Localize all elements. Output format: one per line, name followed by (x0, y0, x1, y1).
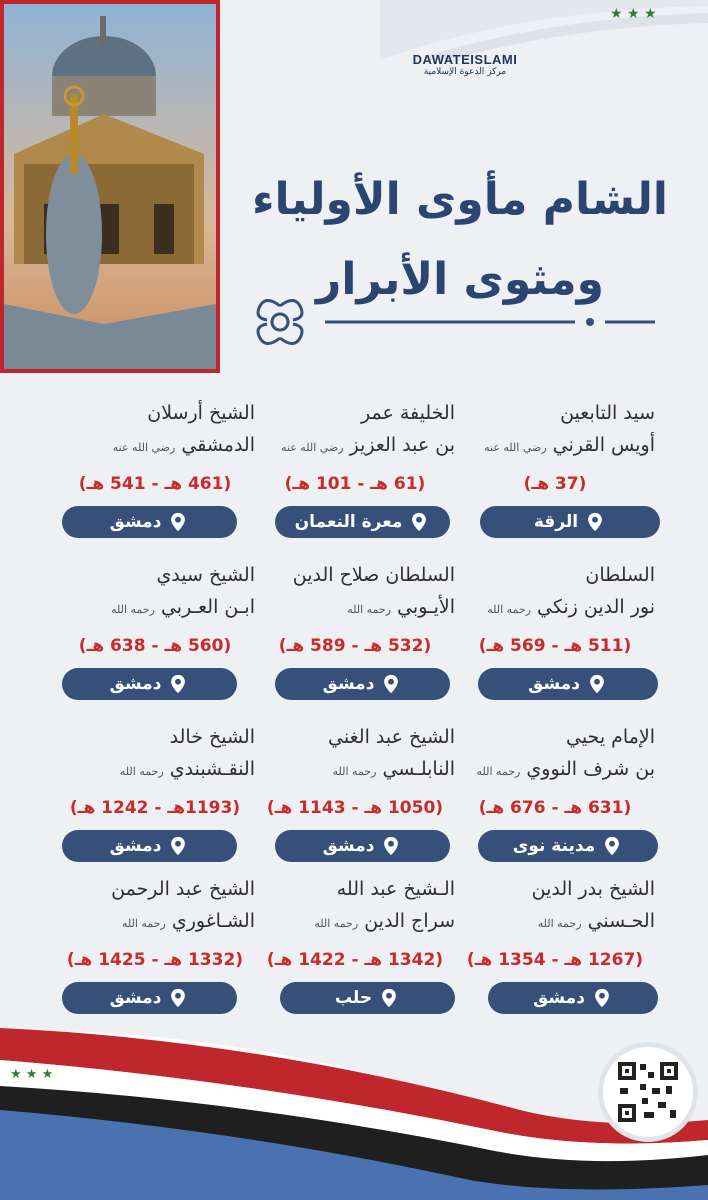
saint-name (122, 910, 255, 932)
saint-name-text: بن عبد العزيز (349, 434, 455, 456)
saint-name (484, 434, 655, 456)
honorific: رحمه الله (314, 917, 359, 930)
location-name: دمشق (528, 674, 580, 694)
location-pin-icon (167, 987, 189, 1009)
location-pill[interactable] (62, 982, 237, 1014)
dates: (631 هـ - 676 هـ) (478, 798, 632, 818)
dates: (37 هـ) (523, 474, 587, 494)
location-pill[interactable] (275, 668, 450, 700)
brand-name: DAWATEISLAMI (412, 52, 518, 67)
saint-name-text: الحـسني (587, 910, 655, 932)
svg-text:★ ★ ★: ★ ★ ★ (10, 1067, 54, 1082)
honorific: رحمه الله (332, 765, 377, 778)
honorific: رحمه الله (487, 603, 531, 616)
saint-name-text: الأيـوبي (397, 596, 455, 618)
title-line-2: ومثوى الأبرار (316, 254, 604, 305)
location-pill[interactable] (280, 982, 455, 1014)
saint-name-text: الشـاغوري (171, 910, 255, 932)
dates: (511 هـ - 569 هـ) (478, 636, 632, 656)
svg-text:★ ★ ★: ★ ★ ★ (610, 6, 657, 22)
saint-title: الإمام يحيي (565, 726, 655, 748)
dates: (560 هـ - 638 هـ) (78, 636, 232, 656)
location-pin-icon (167, 673, 189, 695)
honorific: رضي الله عنه (112, 441, 176, 454)
location-pill[interactable] (488, 982, 658, 1014)
saint-name (477, 758, 655, 780)
title-line-1: الشام مأوى الأولياء (252, 174, 668, 225)
location-name: الرقة (533, 512, 579, 532)
location-pin-icon (586, 673, 608, 695)
location-name: مدينة نوى (512, 836, 596, 856)
location-name: معرة النعمان (294, 512, 403, 532)
brand-subtitle: مركز الدعوة الإسلامية (423, 67, 507, 77)
saint-name (314, 910, 455, 932)
honorific: رحمه الله (119, 765, 164, 778)
location-name: دمشق (533, 988, 585, 1008)
saint-title: الشيخ خالد (169, 726, 255, 748)
location-pin-icon (408, 511, 430, 533)
location-pin-icon (584, 511, 606, 533)
saint-name-text: نور الدين زنكي (537, 596, 655, 618)
ornament-divider (245, 296, 665, 356)
saint-name (538, 910, 655, 932)
location-pill[interactable] (275, 506, 450, 538)
saint-name (113, 434, 255, 456)
honorific: رحمه الله (121, 917, 166, 930)
dates: (1050 هـ - 1143 هـ) (266, 798, 444, 818)
saint-name (333, 758, 455, 780)
dates: (1332 هـ - 1425 هـ) (66, 950, 244, 970)
location-pin-icon (378, 987, 400, 1009)
location-pin-icon (167, 835, 189, 857)
brand-logo (405, 52, 525, 77)
honorific: رحمه الله (537, 917, 582, 930)
honorific: رحمه الله (111, 603, 155, 616)
saint-name-text: النقـشبندي (169, 758, 255, 780)
saint-title: سيد التابعين (560, 402, 655, 424)
location-pill[interactable] (478, 668, 658, 700)
saint-name (347, 596, 455, 618)
dates: (1267 هـ - 1354 هـ) (466, 950, 644, 970)
location-name: دمشق (322, 836, 375, 856)
location-name: دمشق (109, 674, 162, 694)
dates: (532 هـ - 589 هـ) (278, 636, 432, 656)
saint-name (281, 434, 455, 456)
saint-title: الشيخ عبد الغني (328, 726, 455, 748)
dates: (1342 هـ - 1422 هـ) (266, 950, 444, 970)
saint-name (120, 758, 255, 780)
location-pill[interactable] (62, 668, 237, 700)
saint-title: السلطان (585, 564, 655, 586)
saint-title: الـشيخ عبد الله (336, 878, 455, 900)
location-pill[interactable] (62, 830, 237, 862)
saint-title: الشيخ سيدي (156, 564, 255, 586)
location-pin-icon (380, 835, 402, 857)
saint-name-text: أويس القرني (552, 434, 655, 456)
dates: (461 هـ - 541 هـ) (78, 474, 232, 494)
saint-title: الشيخ بدر الدين (531, 878, 655, 900)
honorific: رضي الله عنه (484, 441, 547, 454)
honorific: رحمه الله (347, 603, 392, 616)
saint-title: الخليفة عمر (361, 402, 455, 424)
location-pin-icon (591, 987, 613, 1009)
location-pin-icon (601, 835, 623, 857)
mosque-photo (0, 0, 220, 373)
saint-title: الشيخ عبد الرحمن (111, 878, 255, 900)
location-pill[interactable] (478, 830, 658, 862)
saint-name (111, 596, 255, 618)
location-name: حلب (334, 988, 373, 1008)
location-pin-icon (167, 511, 189, 533)
location-name: دمشق (109, 988, 162, 1008)
location-pill[interactable] (275, 830, 450, 862)
dates: (1193هـ - 1242 هـ) (69, 798, 241, 818)
saint-name-text: ابـن العـربي (160, 596, 255, 618)
location-pill[interactable] (62, 506, 237, 538)
qr-code[interactable] (598, 1042, 698, 1142)
location-name: دمشق (109, 512, 162, 532)
honorific: رحمه الله (476, 765, 521, 778)
location-name: دمشق (322, 674, 375, 694)
location-pin-icon (380, 673, 402, 695)
saint-name-text: سراج الدين (364, 910, 455, 932)
saint-title: السلطان صلاح الدين (292, 564, 455, 586)
qr-code-icon (618, 1062, 678, 1122)
honorific: رضي الله عنه (281, 441, 344, 454)
saint-title: الشيخ أرسلان (147, 402, 255, 424)
location-name: دمشق (109, 836, 162, 856)
saint-name-text: الدمشقي (181, 434, 255, 456)
saint-name-text: بن شرف النووي (526, 758, 655, 780)
location-pill[interactable] (480, 506, 660, 538)
saint-name (487, 596, 655, 618)
saint-name-text: النابلـسي (382, 758, 455, 780)
dates: (61 هـ - 101 هـ) (284, 474, 426, 494)
